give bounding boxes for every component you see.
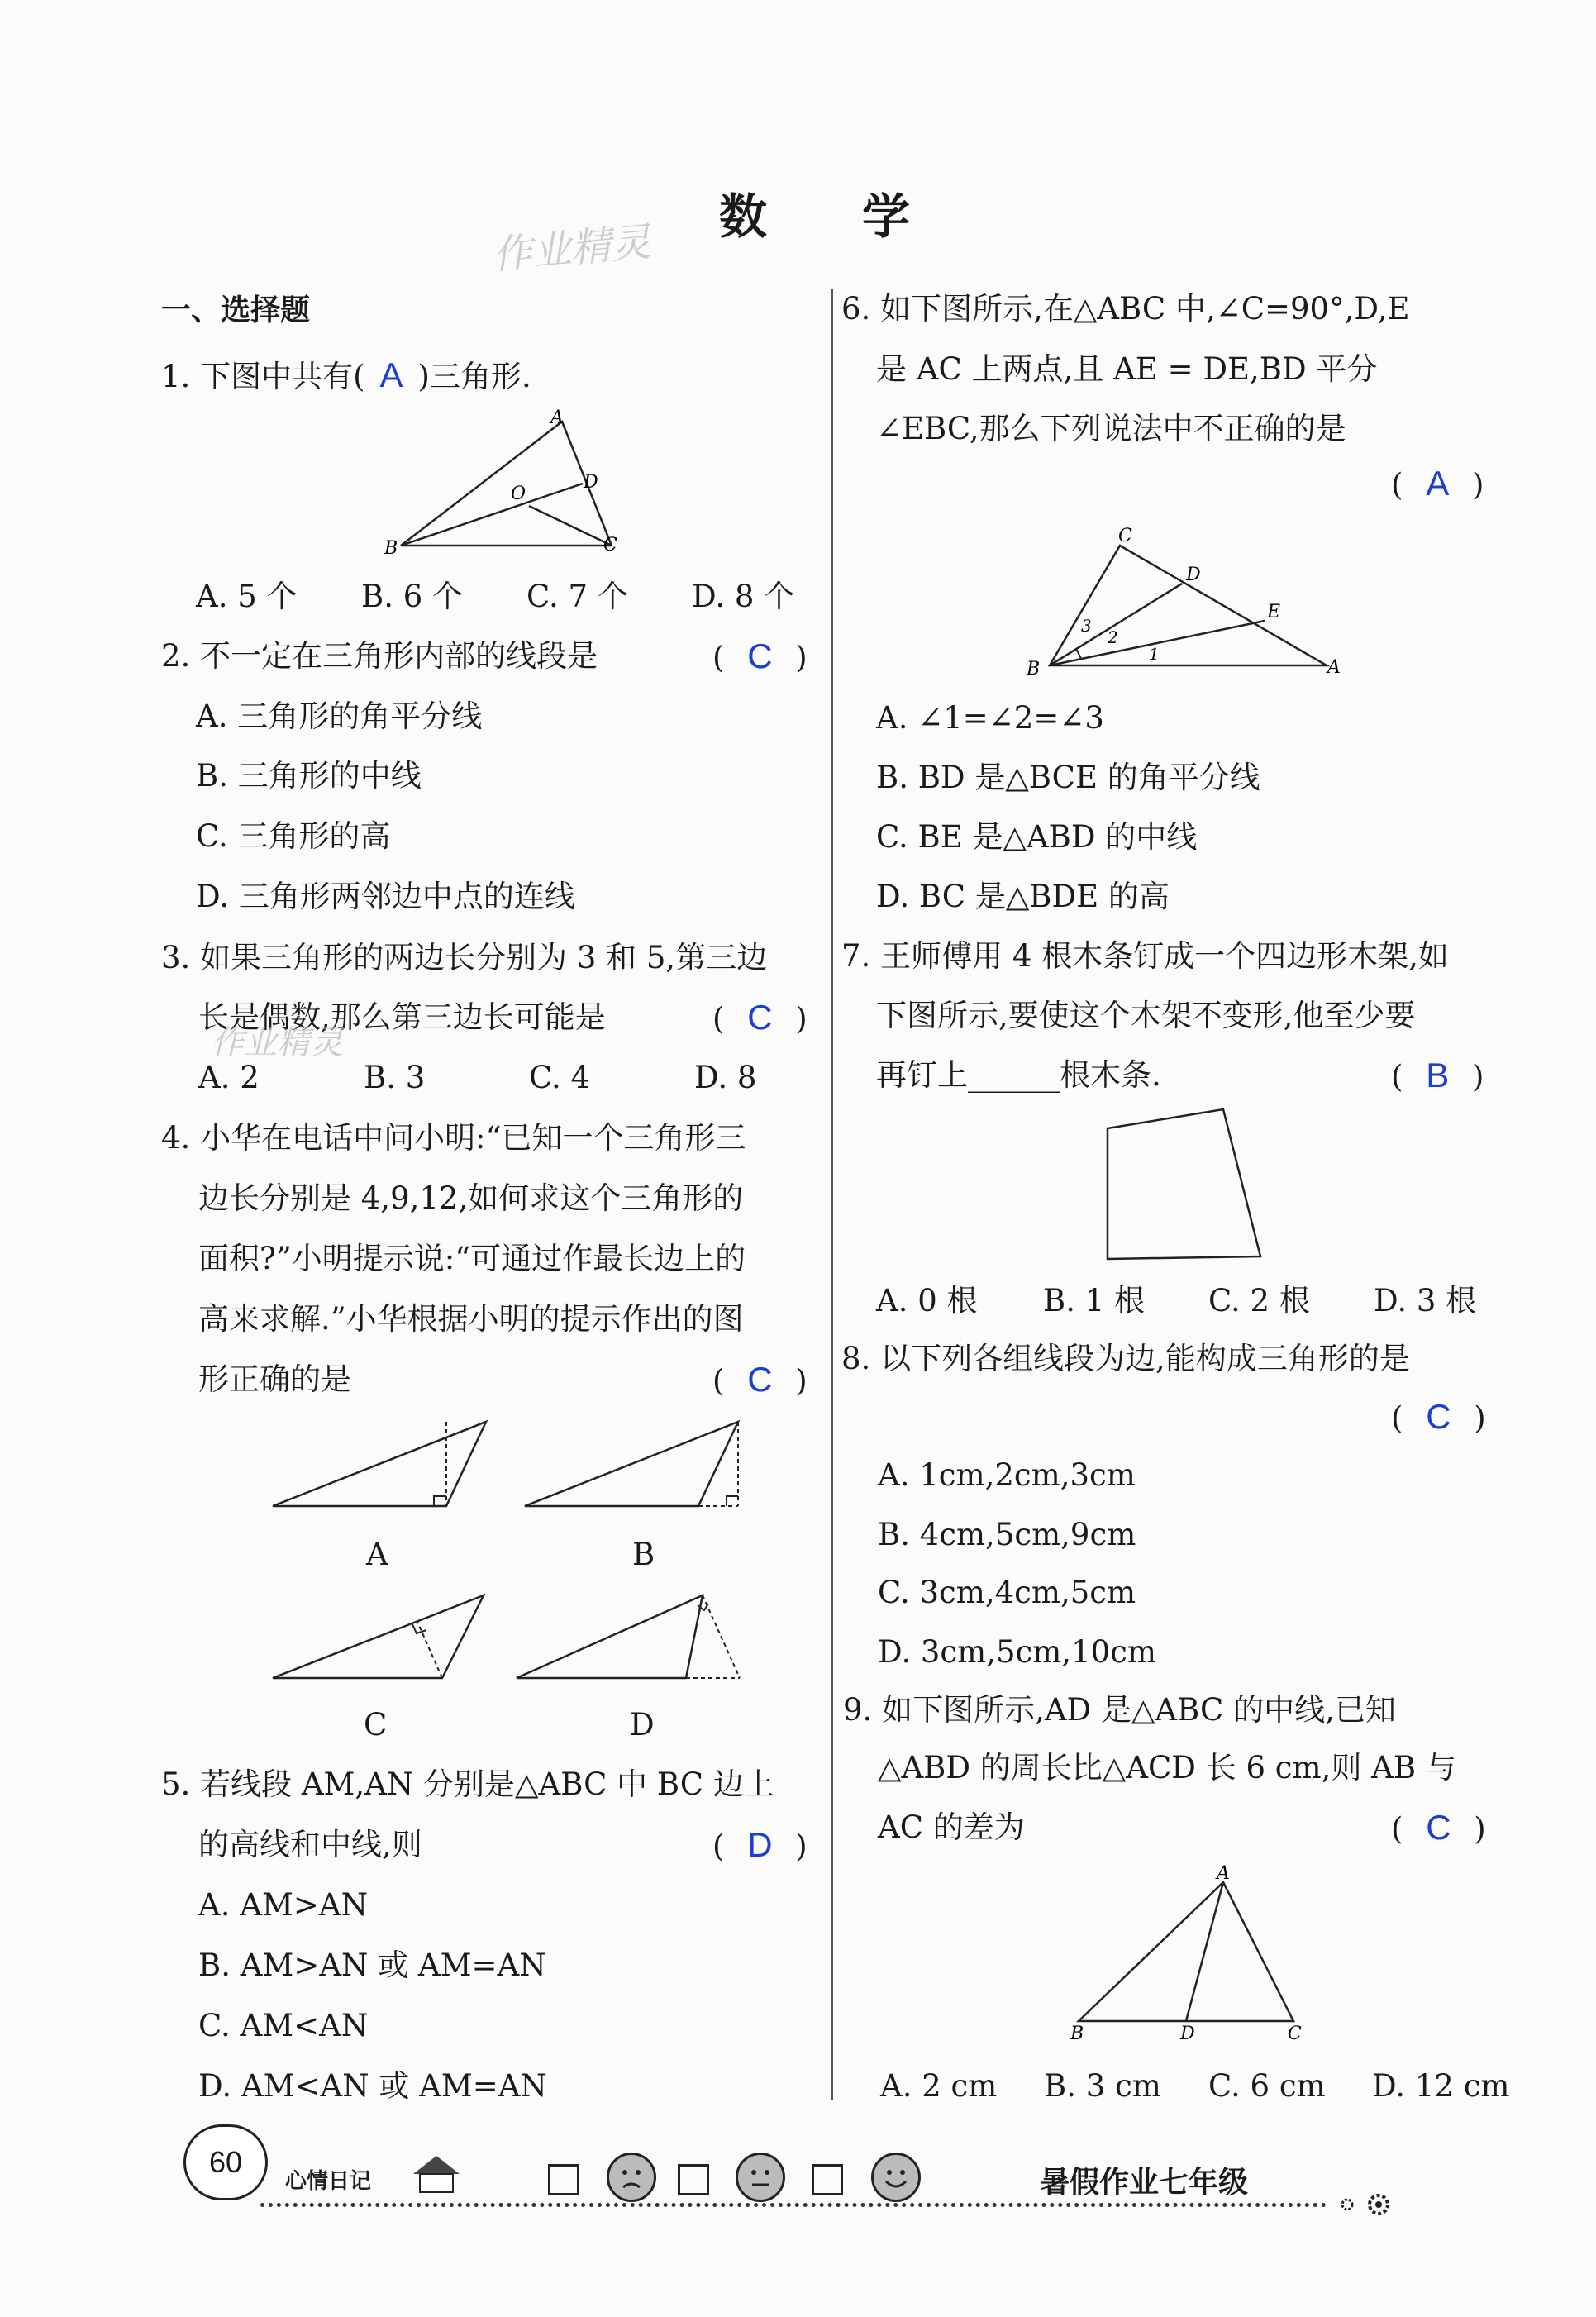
q1-label-c: C [603,535,617,555]
column-divider [831,289,833,2100]
q3-option-b: B. 3 [364,1060,426,1095]
q2-stem: 2. 不一定在三角形内部的线段是 [161,638,598,674]
q1-label-d: D [584,472,598,493]
q7-stem-line1: 7. 王师傅用 4 根木条钉成一个四边形木架,如 [841,938,1449,974]
mood-checkbox-3[interactable] [812,2164,843,2195]
q6-answer-paren: ( A ) [1391,464,1484,503]
q9-option-c: C. 6 cm [1208,2068,1326,2104]
q6-figure [1025,521,1355,678]
q5-option-c: C. AM<AN [198,2008,369,2043]
house-icon [412,2154,461,2194]
q1-label-a: A [550,408,564,428]
q4-answer-paren: ( C ) [712,1360,808,1399]
q8-option-b: B. 4cm,5cm,9cm [878,1517,1136,1552]
q1-label-b: B [384,538,398,559]
q2-option-c: C. 三角形的高 [196,818,391,854]
q9-stem-line3: AC 的差为 [878,1809,1025,1845]
q7-stem-line3: 再钉上______根木条. [876,1057,1161,1093]
q1-stem [161,355,531,394]
q6-option-d: D. BC 是△BDE 的高 [876,879,1170,914]
q2-answer-paren: ( C ) [712,636,808,675]
title-char-2: 学 [862,188,911,245]
q9-label-b: B [1070,2024,1084,2044]
q4-stem-line1: 4. 小华在电话中问小明:“已知一个三角形三 [161,1120,746,1156]
q3-answer: C [747,998,773,1037]
title-char-1: 数 [719,188,768,245]
q6-option-b: B. BD 是△BCE 的角平分线 [876,760,1260,795]
q1-option-d: D. 8 个 [692,579,795,614]
mood-checkbox-1[interactable] [548,2164,579,2195]
section-heading: 一、选择题 [161,293,311,327]
q8-answer: C [1426,1397,1451,1436]
q6-stem-line1: 6. 如下图所示,在△ABC 中,∠C=90°,D,E [841,291,1410,327]
q4-label-c: C [364,1707,388,1743]
q6-angle-2: 2 [1108,627,1118,647]
q6-angle-1: 1 [1149,644,1160,664]
q4-stem-line2: 边长分别是 4,9,12,如何求这个三角形的 [198,1180,744,1216]
happy-face-icon [871,2153,921,2202]
mood-diary-label: 心情日记 [285,2169,372,2194]
q8-option-d: D. 3cm,5cm,10cm [878,1634,1156,1670]
q6-stem-line2: 是 AC 上两点,且 AE = DE,BD 平分 [876,351,1378,387]
q1-figure [380,408,628,562]
q9-option-d: D. 12 cm [1372,2068,1510,2104]
q2-option-b: B. 三角形的中线 [196,758,422,794]
q9-stem-line1: 9. 如下图所示,AD 是△ABC 的中线,已知 [843,1692,1396,1728]
q7-option-c: C. 2 根 [1208,1283,1310,1318]
q3-answer-paren: ( C ) [712,998,808,1037]
q8-stem: 8. 以下列各组线段为边,能构成三角形的是 [841,1341,1410,1376]
q4-stem-line4: 高来求解.”小华根据小明的提示作出的图 [198,1301,744,1337]
footer-dotted-line [260,2203,1327,2207]
q1-answer: A [379,355,403,394]
q3-stem-line1: 3. 如果三角形的两边长分别为 3 和 5,第三边 [161,940,768,975]
watermark: 作业精灵 [490,218,653,279]
q5-answer: D [747,1825,773,1864]
q9-answer-paren: ( C ) [1391,1808,1486,1847]
page-number: 60 [183,2124,268,2200]
q5-option-a: A. AM>AN [198,1887,368,1923]
q2-answer: C [747,636,773,675]
q6-label-e: E [1267,602,1281,622]
q9-stem-line2: △ABD 的周长比△ACD 长 6 cm,则 AB 与 [878,1750,1456,1785]
q6-answer: A [1426,464,1450,503]
gear-icon [1331,2188,1405,2221]
q7-option-a: A. 0 根 [876,1283,978,1318]
q9-label-a: A [1217,1863,1230,1884]
q3-option-d: D. 8 [694,1060,757,1095]
q8-option-c: C. 3cm,4cm,5cm [878,1575,1136,1610]
q4-label-b: B [632,1537,655,1572]
q9-answer: C [1426,1808,1451,1847]
q6-label-a: A [1327,657,1341,678]
q5-stem-line1: 5. 若线段 AM,AN 分别是△ABC 中 BC 边上 [161,1766,774,1802]
q3-option-a: A. 2 [198,1060,260,1095]
q4-stem-line3: 面积?”小明提示说:“可通过作最长边上的 [198,1241,746,1276]
q4-figure-a [273,1422,496,1513]
q4-figure-d [517,1595,748,1686]
q4-label-a: A [366,1537,388,1572]
q1-stem-end: )三角形. [417,359,531,394]
q4-figure-b [525,1422,748,1513]
page-title [719,178,910,247]
q7-figure [1099,1108,1265,1265]
q1-label-o: O [511,484,526,504]
q6-label-c: C [1118,526,1132,546]
q6-angle-3: 3 [1081,616,1092,636]
q9-label-c: C [1288,2024,1302,2044]
q6-label-d: D [1186,565,1201,585]
q5-option-b: B. AM>AN 或 AM=AN [198,1948,546,1983]
q7-option-d: D. 3 根 [1374,1283,1477,1318]
mood-checkbox-2[interactable] [678,2164,709,2195]
q1-option-a: A. 5 个 [196,579,298,614]
q2-option-d: D. 三角形两邻边中点的连线 [196,879,575,914]
q8-option-a: A. 1cm,2cm,3cm [878,1457,1136,1493]
q9-figure [1066,1864,1314,2042]
q1-option-c: C. 7 个 [526,579,628,614]
q7-answer: B [1426,1056,1450,1094]
q8-answer-paren: ( C ) [1391,1397,1486,1436]
sad-face-icon [607,2153,656,2202]
q2-option-a: A. 三角形的角平分线 [196,698,483,734]
q5-option-d: D. AM<AN 或 AM=AN [198,2068,547,2104]
q5-stem-line2: 的高线和中线,则 [198,1827,422,1862]
q7-option-b: B. 1 根 [1043,1283,1146,1318]
neutral-face-icon [736,2153,785,2202]
book-title: 暑假作业七年级 [1040,2166,1249,2200]
q9-option-b: B. 3 cm [1044,2068,1161,2104]
q3-stem-line2: 长是偶数,那么第三边长可能是 [198,999,606,1035]
q4-answer: C [747,1360,773,1399]
q4-stem-line5: 形正确的是 [198,1361,351,1397]
q1-option-b: B. 6 个 [361,579,464,614]
watermark-2: 作业精灵 [211,1024,343,1062]
q6-option-a: A. ∠1=∠2=∠3 [876,700,1104,736]
q6-label-b: B [1027,659,1041,679]
q5-answer-paren: ( D ) [712,1825,808,1864]
q9-label-d: D [1180,2024,1195,2044]
q7-answer-paren: ( B ) [1391,1056,1484,1094]
q1-stem-text: 1. 下图中共有( [161,359,365,394]
q6-option-c: C. BE 是△ABD 的中线 [876,819,1198,855]
q4-label-d: D [630,1707,655,1743]
q4-figure-c [273,1595,496,1686]
q9-option-a: A. 2 cm [880,2068,998,2104]
q3-option-c: C. 4 [529,1060,591,1095]
q7-stem-line2: 下图所示,要使这个木架不变形,他至少要 [876,998,1416,1033]
q6-stem-line3: ∠EBC,那么下列说法中不正确的是 [876,411,1346,446]
